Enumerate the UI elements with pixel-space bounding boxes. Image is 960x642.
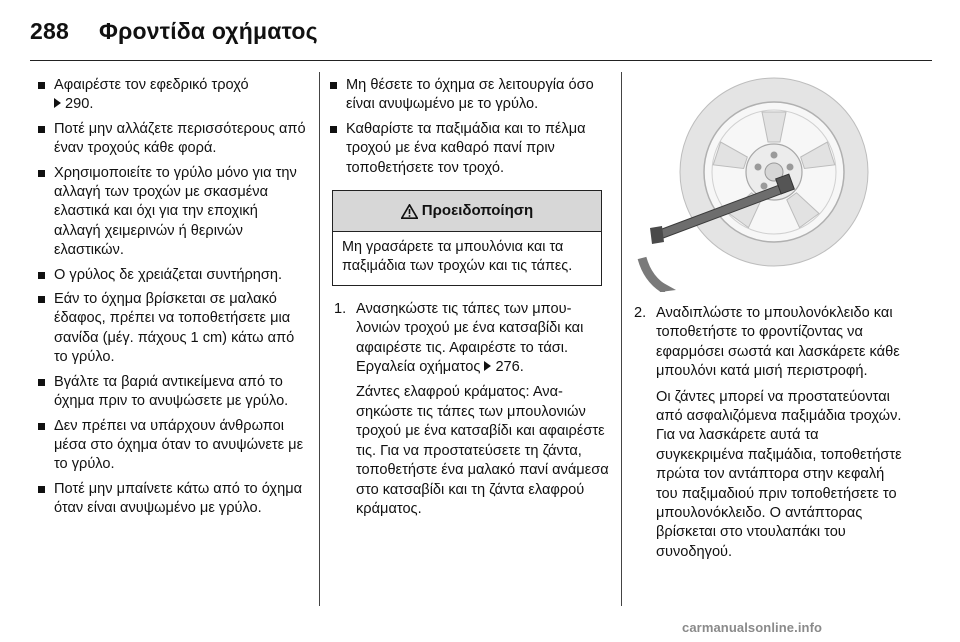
reference-arrow-icon: [484, 361, 491, 371]
page-number: 288: [30, 18, 69, 44]
list-item: Ο γρύλος δε χρειάζεται συντήρηση.: [36, 266, 308, 285]
column-divider-1: [319, 72, 320, 606]
wheel-illustration-svg: [632, 76, 908, 292]
list-item: Χρησιμοποιείτε το γρύλο μόνο για την αλλαγή των τροχών με σκασμένα ελαστικά και όχι για την εποχική αλλαγή χειμερινών ή θερινών ελαστικών.: [36, 164, 308, 261]
list-item: Ποτέ μην μπαίνετε κάτω από το όχημα όταν είναι ανυψωμένο με γρύλο.: [36, 480, 308, 519]
bullet-icon: [38, 296, 45, 303]
column-divider-2: [621, 72, 622, 606]
list-item: Μη θέσετε το όχημα σε λειτουργία όσο είναι ανυψωμένο με το γρύλο.: [328, 76, 610, 115]
warning-triangle-icon: [401, 204, 418, 219]
bullet-icon: [330, 82, 337, 89]
column-3: [632, 76, 904, 568]
column-2: [328, 76, 610, 525]
step-paragraph: Ζάντες ελαφρού κράματος: Ανασηκώστε τις τάπες των μπουλονιών τροχού με ένα κατσαβίδι και αφαιρέστε τις. Για να προστατεύσετε τη ζάντα, τοποθετήστε ένα μαλακό πανί ανάμεσα στο κατσαβίδι και τη ζάντα ελαφρού κράματος.: [356, 384, 609, 517]
list-item: Εάν το όχημα βρίσκεται σε μαλακό έδαφος, πρέπει να τοποθετήσετε μια σανίδα (μέγ. πάχους 1 cm) κάτω από το γρύλο.: [36, 290, 308, 368]
list-item: Αφαιρέστε τον εφεδρικό τροχό 290.: [36, 76, 308, 115]
step-number: 2.: [634, 305, 647, 321]
watermark: carmanualsonline.info: [682, 620, 823, 635]
list-item: Καθαρίστε τα παξιμάδια και το πέλμα τροχού με ένα καθαρό πανί πριν τοποθετήσετε τον τροχό.: [328, 120, 610, 178]
section-title: Φροντίδα οχήματος: [98, 18, 318, 44]
warning-header: [333, 191, 601, 232]
step-1: [328, 300, 610, 519]
page-header: [30, 18, 318, 45]
bullet-icon: [38, 486, 45, 493]
bullet-icon: [38, 379, 45, 386]
warning-text: Μη γρασάρετε τα μπουλόνια και τα παξιμάδια των τροχών και τις τάπες.: [342, 239, 573, 275]
page-reference-link[interactable]: 276.: [495, 359, 524, 376]
column-1: [36, 76, 308, 524]
header-rule: [30, 60, 932, 61]
step-paragraph: Ανασηκώστε τις τάπες των μπουλονιών τροχού με ένα κατσαβίδι και αφαιρέστε τις. Αφαιρέστε το τάσι. Εργαλεία οχήματος 276.: [356, 300, 584, 376]
list-item: Βγάλτε τα βαριά αντικείμενα από το όχημα πριν το ανυψώσετε με γρύλο.: [36, 373, 308, 412]
reference-arrow-icon: [54, 98, 61, 108]
step-paragraph: Αναδιπλώστε το μπουλονόκλειδο και τοποθετήστε το φροντίζοντας να εφαρμόσει σωστά και λασκάρετε κάθε μπουλόνι κατά μισή περιστροφή.: [656, 305, 900, 380]
step-number: 1.: [334, 300, 347, 317]
bullet-icon: [38, 272, 45, 279]
warning-box: [332, 190, 602, 286]
list-item: Ποτέ μην αλλάζετε περισσότερους από έναν τροχούς κάθε φορά.: [36, 120, 308, 159]
page-reference-link[interactable]: 290.: [65, 96, 94, 113]
rotation-arrow-icon: [642, 258, 676, 292]
step-2: [632, 304, 904, 562]
bullet-icon: [330, 126, 337, 133]
wheel-wrench-illustration: [632, 76, 908, 292]
list-item: Δεν πρέπει να υπάρχουν άνθρωποι μέσα στο όχημα όταν το ανυψώνετε με το γρύλο.: [36, 417, 308, 475]
bullet-icon: [38, 126, 45, 133]
warning-title: Προειδοποίηση: [421, 202, 534, 220]
bullet-icon: [38, 423, 45, 430]
bullet-icon: [38, 170, 45, 177]
bullet-icon: [38, 82, 45, 89]
step-paragraph: Οι ζάντες μπορεί να προστατεύονται από ασφαλιζόμενα παξιμάδια τροχών. Για να λασκάρετε αυτά τα συγκεκριμένα παξιμάδια, τοποθετήστε πρώτα τον αντάπτορα στην κεφαλή του παξιμαδιού πριν τοποθετήσετε το μπουλονόκλειδο. Ο αντάπτορας βρίσκεται στο ντουλαπάκι του συνοδηγού.: [656, 388, 902, 560]
